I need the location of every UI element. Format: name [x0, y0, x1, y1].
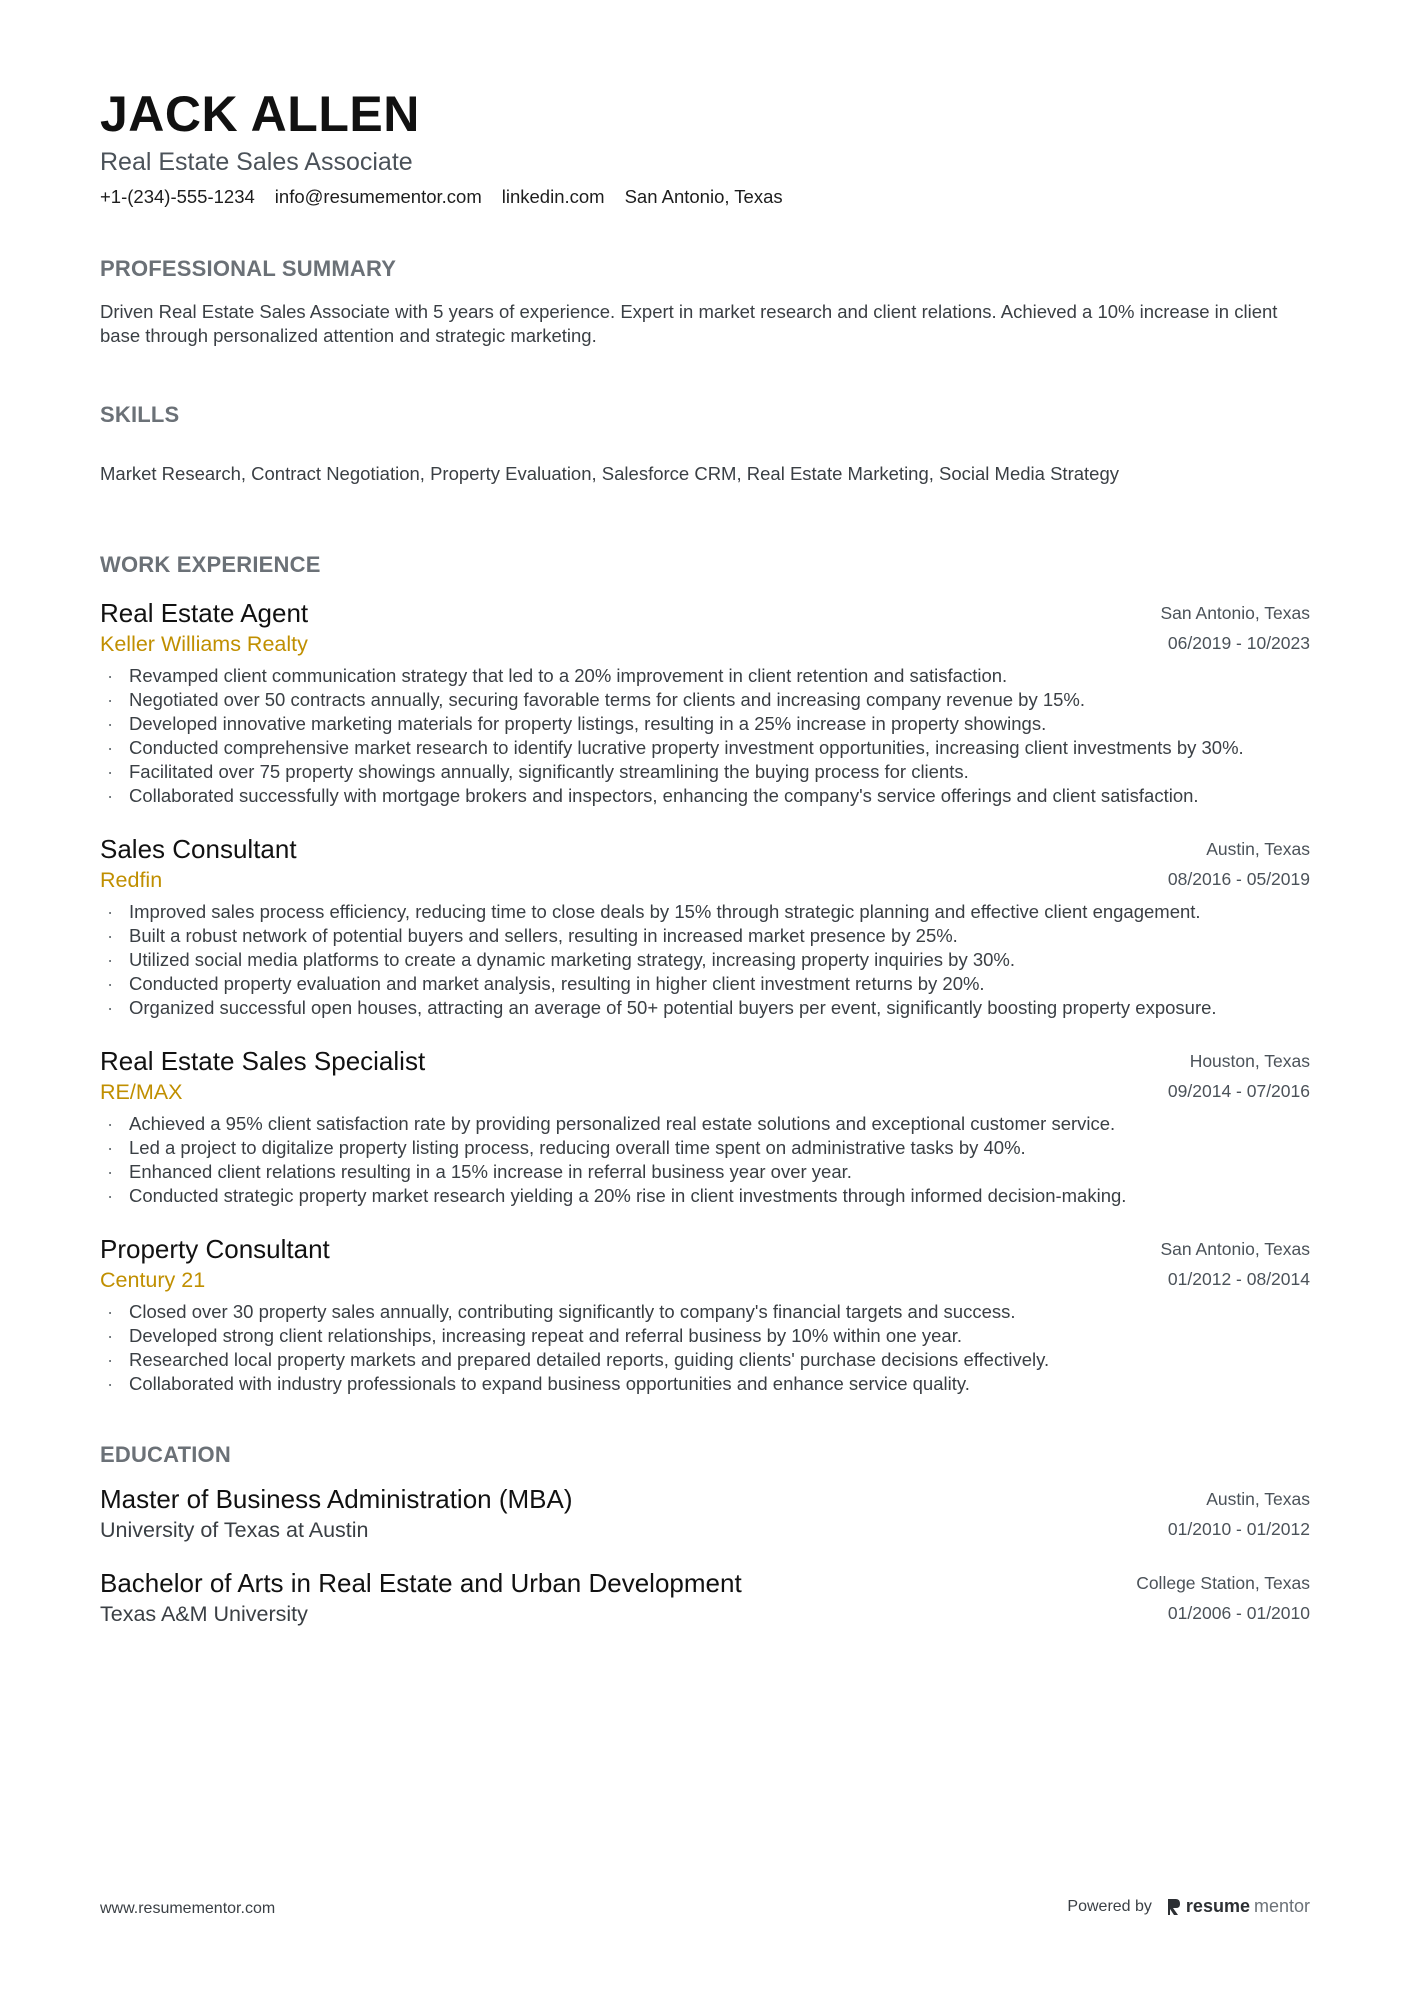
- job-company: Keller Williams Realty: [100, 632, 308, 656]
- bullet-item: · Researched local property markets and prepared detailed reports, guiding clients' purchase decisions effectively.: [107, 1349, 1050, 1370]
- bullet-icon: ·: [107, 997, 114, 1018]
- bullet-item: · Facilitated over 75 property showings annually, significantly streamlining the buying process for clients.: [107, 761, 969, 782]
- summary-section: [100, 254, 1310, 348]
- job-main: [100, 1046, 425, 1106]
- brand-name-light: mentor: [1253, 1896, 1310, 1916]
- summary-text: Driven Real Estate Sales Associate with 5 years of experience. Expert in market research and client relations. Achieved a 10% increase in client base through personalized attention and strategic marketing.: [100, 301, 1278, 346]
- bullet-item: · Achieved a 95% client satisfaction rate by providing personalized real estate solutions and exceptional customer service.: [107, 1113, 1116, 1134]
- bullet-icon: ·: [107, 1113, 114, 1134]
- job-main: [100, 598, 308, 658]
- education-section: [100, 1440, 1310, 1628]
- brand-name-strong: resume: [1185, 1896, 1250, 1916]
- skills-text: Market Research, Contract Negotiation, Property Evaluation, Salesforce CRM, Real Estate Marketing, Social Media Strategy: [100, 463, 1119, 484]
- skills-section: [100, 400, 1310, 486]
- bullet-item: · Utilized social media platforms to create a dynamic marketing strategy, increasing property inquiries by 30%.: [107, 949, 1015, 970]
- contact-phone: +1-(234)-555-1234: [100, 186, 255, 207]
- bullet-item: · Conducted property evaluation and market analysis, resulting in higher client investment returns by 20%.: [107, 973, 985, 994]
- candidate-title: Real Estate Sales Associate: [100, 148, 413, 176]
- job-company: Redfin: [100, 868, 163, 892]
- bullet-item: · Closed over 30 property sales annually, contributing significantly to company's financial targets and success.: [107, 1301, 1016, 1322]
- education-entry: [100, 1484, 1310, 1544]
- contact-email[interactable]: info@resumementor.com: [274, 186, 482, 207]
- footer-powered: [1067, 1896, 1310, 1917]
- job-dates: 09/2014 - 07/2016: [1167, 1081, 1310, 1101]
- job-dates: 01/2012 - 08/2014: [1167, 1269, 1310, 1289]
- resume-page: [100, 84, 1310, 1628]
- bullet-icon: ·: [107, 1349, 114, 1370]
- job-header: [100, 1046, 1310, 1106]
- skills-heading: SKILLS: [100, 402, 180, 427]
- bullet-icon: ·: [107, 713, 114, 734]
- job-title: Sales Consultant: [100, 834, 297, 864]
- job-bullets: [100, 1112, 1310, 1208]
- education-location: Austin, Texas: [1206, 1489, 1310, 1509]
- experience-heading: WORK EXPERIENCE: [100, 552, 321, 577]
- footer-website[interactable]: www.resumementor.com: [100, 1900, 276, 1917]
- contact-bar: [100, 184, 1310, 210]
- job-meta: [1168, 834, 1310, 894]
- education-location: College Station, Texas: [1136, 1573, 1310, 1593]
- job-bullets: [100, 1300, 1310, 1396]
- brand-logo[interactable]: [1166, 1896, 1310, 1917]
- education-header: [100, 1568, 1310, 1628]
- bullet-item: · Enhanced client relations resulting in a 15% increase in referral business year over year.: [107, 1161, 852, 1182]
- contact-location: San Antonio, Texas: [624, 186, 783, 207]
- bullet-icon: ·: [107, 1301, 114, 1322]
- education-meta: [1136, 1568, 1310, 1628]
- bullet-icon: ·: [107, 1185, 114, 1206]
- education-main: [100, 1484, 573, 1544]
- bullet-icon: ·: [107, 925, 114, 946]
- job-dates: 06/2019 - 10/2023: [1167, 633, 1310, 653]
- degree-title: Bachelor of Arts in Real Estate and Urban Development: [100, 1568, 742, 1598]
- job-bullets: [100, 900, 1310, 1020]
- bullet-item: · Built a robust network of potential buyers and sellers, resulting in increased market presence by 25%.: [107, 925, 958, 946]
- education-header: [100, 1484, 1310, 1544]
- bullet-item: · Improved sales process efficiency, reducing time to close deals by 15% through strategic planning and effective client engagement.: [107, 901, 1201, 922]
- bullet-icon: ·: [107, 665, 114, 686]
- education-dates: 01/2006 - 01/2010: [1167, 1603, 1310, 1623]
- job-company: RE/MAX: [100, 1080, 183, 1104]
- education-meta: [1168, 1484, 1310, 1544]
- summary-heading: PROFESSIONAL SUMMARY: [100, 256, 397, 281]
- job-main: [100, 1234, 330, 1294]
- job-header: [100, 834, 1310, 894]
- job-bullets: [100, 664, 1310, 808]
- education-main: [100, 1568, 742, 1628]
- job-meta: [1168, 1046, 1310, 1106]
- bullet-item: · Organized successful open houses, attracting an average of 50+ potential buyers per event, significantly boosting property exposure.: [107, 997, 1217, 1018]
- bullet-icon: ·: [107, 737, 114, 758]
- bullet-item: · Conducted comprehensive market research to identify lucrative property investment opportunities, increasing client investments by 30%.: [107, 737, 1244, 758]
- contact-linkedin[interactable]: linkedin.com: [501, 186, 605, 207]
- powered-by-label: Powered by: [1067, 1897, 1152, 1915]
- job-title: Real Estate Sales Specialist: [100, 1046, 426, 1076]
- bullet-item: · Conducted strategic property market research yielding a 20% rise in client investments through informed decision-making.: [107, 1185, 1127, 1206]
- bullet-icon: ·: [107, 973, 114, 994]
- job-location: Austin, Texas: [1206, 839, 1310, 859]
- degree-title: Master of Business Administration (MBA): [100, 1484, 573, 1514]
- job-entry: [100, 598, 1310, 808]
- bullet-icon: ·: [107, 1325, 114, 1346]
- bullet-icon: ·: [107, 785, 114, 806]
- job-entry: [100, 1046, 1310, 1208]
- bullet-item: · Collaborated successfully with mortgage brokers and inspectors, enhancing the company's service offerings and client satisfaction.: [107, 785, 1199, 806]
- job-header: [100, 1234, 1310, 1294]
- experience-section: [100, 550, 1310, 1396]
- education-heading: EDUCATION: [100, 1442, 231, 1467]
- school-name: Texas A&M University: [100, 1602, 308, 1626]
- resume-header: [100, 84, 1310, 210]
- education-dates: 01/2010 - 01/2012: [1167, 1519, 1310, 1539]
- resumementor-logo-icon: [1166, 1897, 1182, 1917]
- job-dates: 08/2016 - 05/2019: [1167, 869, 1310, 889]
- school-name: University of Texas at Austin: [100, 1518, 369, 1542]
- job-location: Houston, Texas: [1189, 1051, 1310, 1071]
- job-entry: [100, 834, 1310, 1020]
- bullet-icon: ·: [107, 1137, 114, 1158]
- job-main: [100, 834, 297, 894]
- job-location: San Antonio, Texas: [1160, 1239, 1310, 1259]
- job-meta: [1160, 1234, 1310, 1294]
- bullet-item: · Revamped client communication strategy that led to a 20% improvement in client retention and satisfaction.: [107, 665, 1008, 686]
- job-header: [100, 598, 1310, 658]
- job-entry: [100, 1234, 1310, 1396]
- bullet-icon: ·: [107, 689, 114, 710]
- bullet-item: · Negotiated over 50 contracts annually, securing favorable terms for clients and increasing company revenue by 15%.: [107, 689, 1086, 710]
- bullet-item: · Led a project to digitalize property listing process, reducing overall time spent on administrative tasks by 40%.: [107, 1137, 1026, 1158]
- job-meta: [1160, 598, 1310, 658]
- bullet-icon: ·: [107, 949, 114, 970]
- candidate-name: JACK ALLEN: [100, 86, 420, 142]
- bullet-icon: ·: [107, 1161, 114, 1182]
- job-title: Property Consultant: [100, 1234, 330, 1264]
- bullet-item: · Collaborated with industry professionals to expand business opportunities and enhance service quality.: [107, 1373, 970, 1394]
- education-entry: [100, 1568, 1310, 1628]
- bullet-icon: ·: [107, 901, 114, 922]
- job-company: Century 21: [100, 1268, 206, 1292]
- bullet-icon: ·: [107, 761, 114, 782]
- bullet-icon: ·: [107, 1373, 114, 1394]
- bullet-item: · Developed innovative marketing materials for property listings, resulting in a 25% increase in property showings.: [107, 713, 1047, 734]
- job-location: San Antonio, Texas: [1160, 603, 1310, 623]
- bullet-item: · Developed strong client relationships, increasing repeat and referral business by 10% within one year.: [107, 1325, 962, 1346]
- job-title: Real Estate Agent: [100, 598, 309, 628]
